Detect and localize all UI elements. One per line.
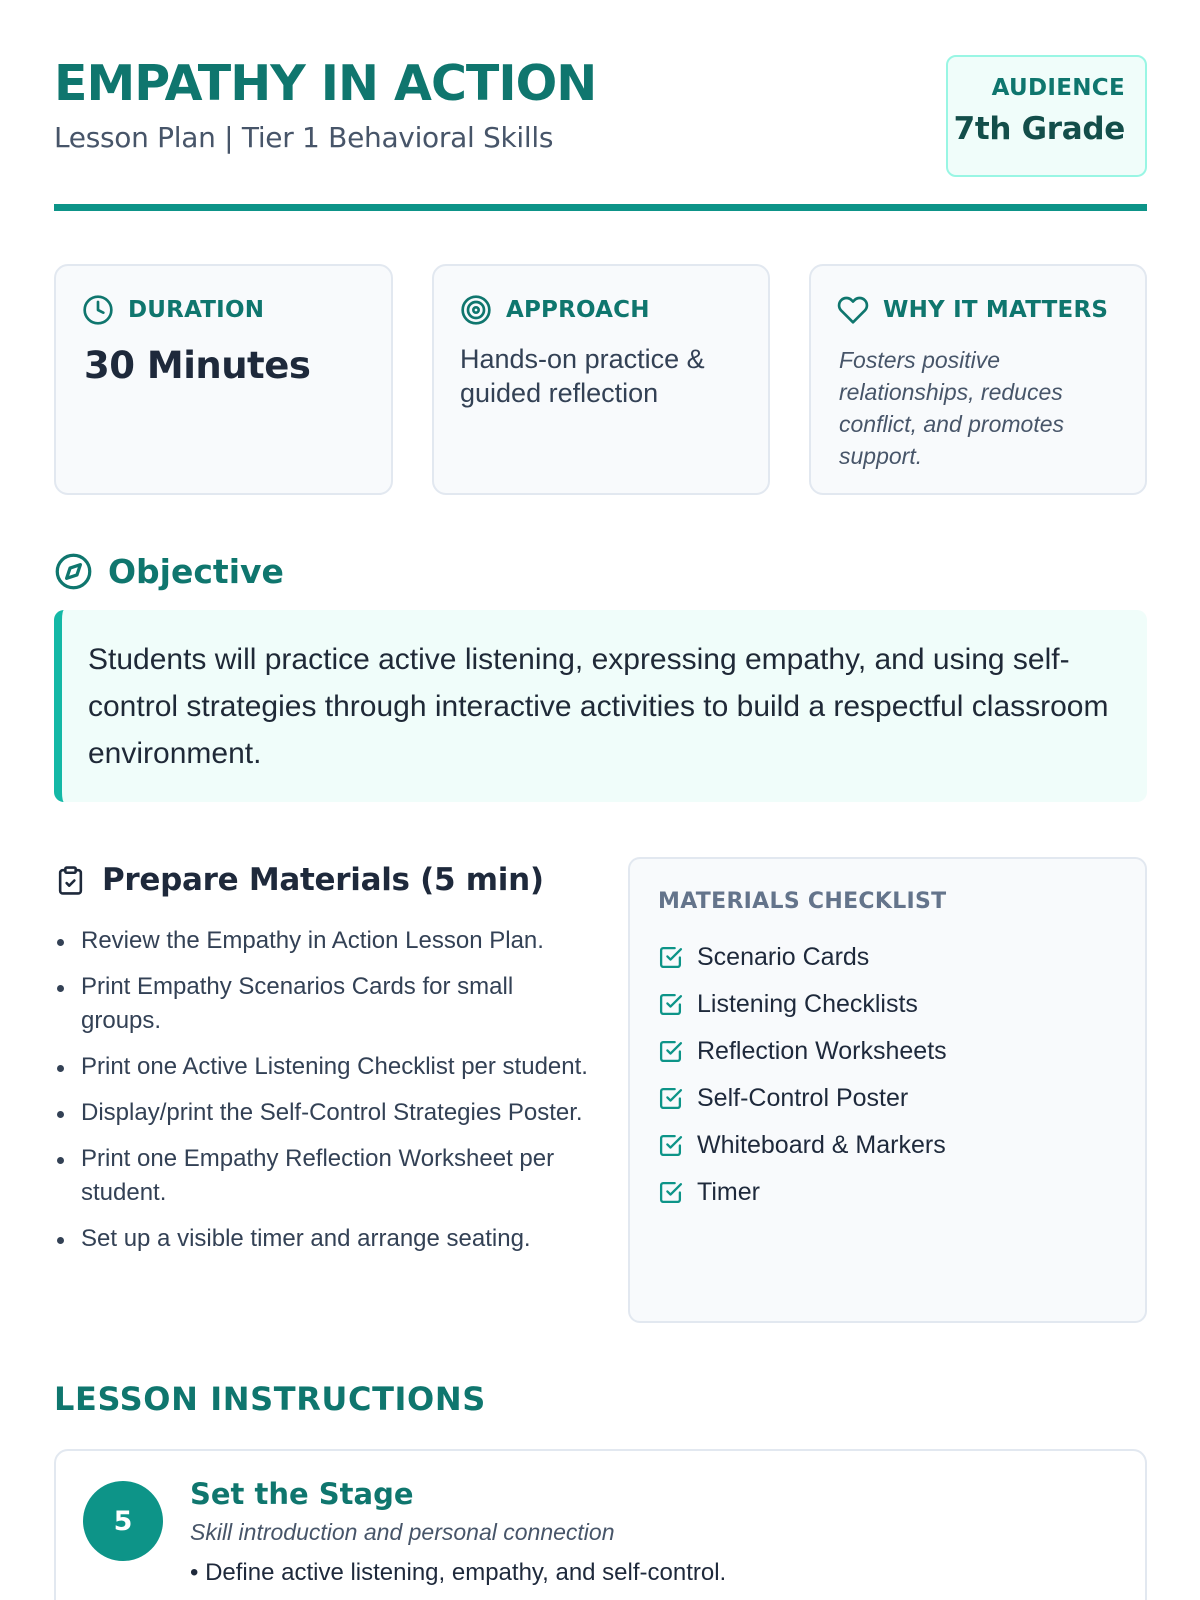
list-item: Print one Active Listening Checklist per student. <box>54 1050 594 1084</box>
list-item: Display/print the Self-Control Strategies Poster. <box>54 1096 594 1130</box>
checklist-item <box>658 1169 1145 1216</box>
header-divider <box>54 204 1147 211</box>
step-subtitle: Skill introduction and personal connection <box>190 1519 615 1545</box>
approach-card <box>432 264 770 495</box>
page-header <box>54 55 1147 215</box>
page-subtitle: Lesson Plan | Tier 1 Behavioral Skills <box>54 121 554 154</box>
checklist-title: MATERIALS CHECKLIST <box>658 889 947 914</box>
step-bullet: • Define active listening, empathy, and self-control. <box>190 1559 727 1586</box>
instructions-title: LESSON INSTRUCTIONS <box>54 1380 486 1418</box>
audience-value: 7th Grade <box>953 111 1125 147</box>
page-title: EMPATHY IN ACTION <box>54 55 597 112</box>
clock-icon <box>82 294 114 326</box>
checklist-item <box>658 981 1145 1028</box>
checkbox-checked-icon <box>658 1086 683 1111</box>
list-item: Review the Empathy in Action Lesson Plan. <box>54 924 594 958</box>
audience-label: AUDIENCE <box>991 75 1125 101</box>
checkbox-checked-icon <box>658 992 683 1017</box>
compass-icon <box>54 552 93 591</box>
step-card <box>54 1449 1147 1600</box>
why-card <box>809 264 1147 495</box>
step-title: Set the Stage <box>190 1477 414 1511</box>
checklist-item <box>658 934 1145 981</box>
step-number: 5 <box>83 1481 163 1561</box>
list-item: Set up a visible timer and arrange seating. <box>54 1222 594 1256</box>
checklist-item <box>658 1028 1145 1075</box>
checklist-item-label: Listening Checklists <box>697 990 918 1018</box>
checklist-item-label: Scenario Cards <box>697 943 870 971</box>
list-item: Print Empathy Scenarios Cards for small groups. <box>54 970 594 1038</box>
why-value: Fosters positive relationships, reduces conflict, and promotes support. <box>839 347 1065 469</box>
checklist-item <box>658 1075 1145 1122</box>
heart-icon <box>837 294 869 326</box>
target-icon <box>460 294 492 326</box>
approach-label: APPROACH <box>506 297 650 323</box>
checkbox-checked-icon <box>658 1039 683 1064</box>
checkbox-checked-icon <box>658 945 683 970</box>
checkbox-checked-icon <box>658 1133 683 1158</box>
prepare-list <box>54 924 594 1268</box>
checkbox-checked-icon <box>658 1180 683 1205</box>
checklist-item-label: Self-Control Poster <box>697 1084 909 1112</box>
audience-badge <box>946 55 1147 177</box>
approach-value: Hands-on practice & guided reflection <box>460 344 705 408</box>
duration-label: DURATION <box>128 297 265 323</box>
objective-heading <box>54 552 284 591</box>
clipboard-check-icon <box>55 864 86 897</box>
materials-checklist <box>628 857 1147 1323</box>
list-item: Print one Empathy Reflection Worksheet per student. <box>54 1142 594 1210</box>
checklist-item-label: Whiteboard & Markers <box>697 1131 946 1159</box>
objective-text: Students will practice active listening, expressing empathy, and using self-control strategies through interactive activities to build a respectful classroom environment. <box>54 610 1147 802</box>
why-label: WHY IT MATTERS <box>883 297 1109 323</box>
prepare-title: Prepare Materials (5 min) <box>102 862 544 898</box>
objective-title: Objective <box>108 552 284 591</box>
checklist-item <box>658 1122 1145 1169</box>
duration-value: 30 Minutes <box>84 344 311 387</box>
duration-card <box>54 264 393 495</box>
checklist-item-label: Timer <box>697 1178 760 1206</box>
checklist-item-label: Reflection Worksheets <box>697 1037 947 1065</box>
prepare-heading <box>55 862 544 898</box>
